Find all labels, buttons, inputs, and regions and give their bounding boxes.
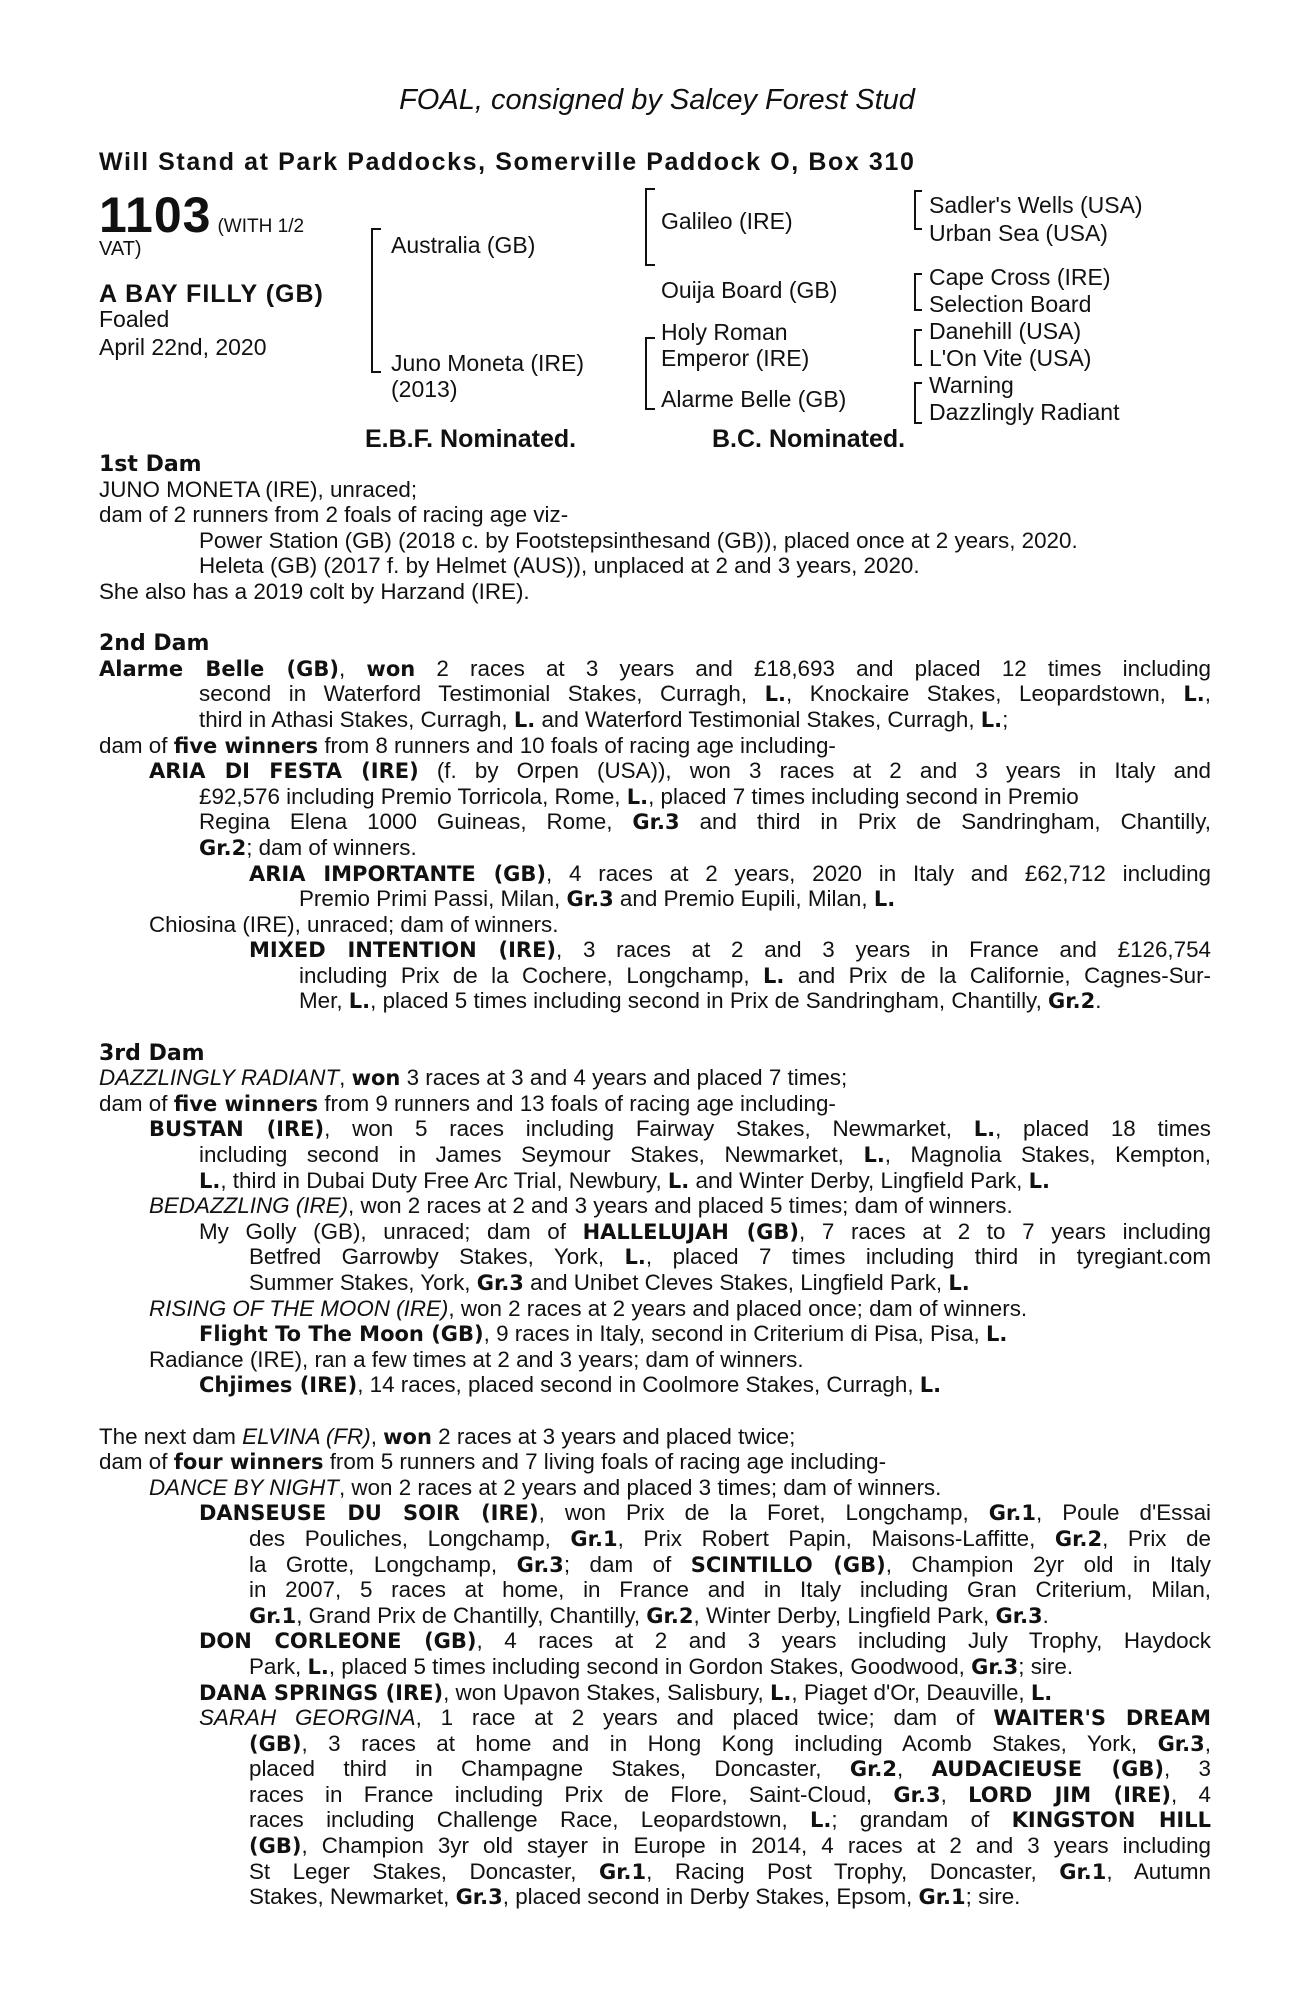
pedigree-sss: Sadler's Wells (USA): [929, 192, 1143, 218]
bold-text: L.: [667, 1168, 690, 1193]
text-segment: dam of: [99, 732, 174, 758]
text-segment: races including Challenge Race, Leopardstown,: [249, 1807, 811, 1833]
text-segment: Mer,: [299, 988, 349, 1014]
bold-text: Gr.3: [971, 1654, 1019, 1679]
bold-text: Alarme Belle (GB): [99, 656, 339, 681]
text-segment: from 8 runners and 10 foals of racing age including-: [318, 732, 836, 758]
text-segment: , Autumn: [1106, 1858, 1212, 1884]
bold-text: L.: [1030, 1680, 1053, 1705]
text-segment: ;: [1002, 706, 1009, 732]
text-segment: , Winter Derby, Lingfield Park,: [693, 1602, 996, 1628]
text-segment: , Poule d'Essai: [1035, 1500, 1212, 1526]
text-line: [99, 861, 1211, 887]
text-segment: Power Station (GB) (2018 c. by Footstepsinthesand (GB)), placed once at 2 years, 2020.: [199, 527, 1078, 553]
bold-text: DON CORLEONE (GB): [199, 1629, 477, 1654]
pedigree-sdd: Selection Board: [929, 291, 1092, 317]
bold-text: Gr.2: [849, 1757, 898, 1782]
pedigree-brace-alarme: [914, 382, 922, 424]
text-line: [99, 1116, 1211, 1142]
text-segment: 2 races at 3 years and £18,693 and placed 12 times including: [415, 655, 1211, 681]
pedigree-dsd: L'On Vite (USA): [929, 345, 1092, 371]
bold-text: Gr.3: [893, 1782, 941, 1807]
pedigree-dds: Warning: [929, 372, 1014, 398]
bold-text: Gr.3: [455, 1885, 503, 1910]
text-segment: JUNO MONETA (IRE), unraced;: [99, 476, 418, 502]
foaled-date: April 22nd, 2020: [99, 334, 267, 360]
text-segment: dam of: [99, 1090, 174, 1116]
text-line: [99, 1475, 1211, 1501]
lot-number-value: 1103: [99, 187, 212, 243]
pedigree-brace-holyroman: [914, 329, 922, 366]
pedigree-dam-sire: Holy Roman: [661, 319, 788, 345]
text-segment: Stakes, Newmarket,: [249, 1884, 456, 1910]
text-line: [99, 656, 1211, 682]
text-line: [99, 988, 1211, 1014]
lot-number: [99, 186, 304, 244]
text-segment: , third in Dubai Duty Free Arc Trial, Newbury,: [220, 1167, 668, 1193]
bold-text: L.: [626, 784, 649, 809]
bold-text: L.: [980, 707, 1003, 732]
ebf-nominated: E.B.F. Nominated.: [365, 425, 577, 453]
text-segment: Radiance (IRE), ran a few times at 2 and 3 years; dam of winners.: [149, 1346, 804, 1372]
text-line: [99, 912, 1211, 938]
pedigree-dam-sire-cont: Emperor (IRE): [661, 345, 810, 371]
text-segment: second in Waterford Testimonial Stakes, Curragh,: [199, 681, 765, 707]
text-segment: My Golly (GB), unraced; dam of: [199, 1218, 583, 1244]
bold-text: WAITER'S DREAM: [993, 1706, 1211, 1731]
text-segment: , won 2 races at 2 years and placed once; dam of winners.: [448, 1295, 1028, 1321]
text-line: [99, 1500, 1211, 1526]
text-line: [99, 835, 1211, 861]
text-line: [99, 1142, 1211, 1168]
text-line: [99, 963, 1211, 989]
text-line: [99, 681, 1211, 707]
text-line: [99, 937, 1211, 963]
text-segment: Summer Stakes, York,: [249, 1270, 477, 1295]
text-segment: ,: [339, 655, 367, 681]
text-segment: from 9 runners and 13 foals of racing age including-: [318, 1090, 836, 1116]
text-line: [99, 1603, 1211, 1629]
text-line: [99, 1168, 1211, 1194]
bold-text: five winners: [173, 733, 319, 758]
text-segment: and Waterford Testimonial Stakes, Curragh,: [535, 706, 981, 732]
text-line: [99, 809, 1211, 835]
text-segment: , won 2 races at 2 and 3 years and placed 5 times; dam of winners.: [348, 1193, 1013, 1219]
text-line: [99, 1091, 1211, 1117]
text-segment: , Grand Prix de Chantilly, Chantilly,: [296, 1602, 647, 1628]
spacer: [99, 1398, 1211, 1424]
text-segment: ; sire.: [965, 1884, 1021, 1910]
text-segment: des Pouliches, Longchamp,: [249, 1525, 571, 1551]
text-line: [99, 1040, 1211, 1066]
text-line: [99, 707, 1211, 733]
text-line: [99, 1372, 1211, 1398]
text-line: [99, 1884, 1211, 1910]
pedigree-brace-sire: [645, 188, 655, 266]
bold-text: Gr.3: [476, 1271, 524, 1295]
text-line: [99, 1731, 1211, 1757]
text-segment: Chiosina (IRE), unraced; dam of winners.: [149, 911, 559, 937]
pedigree-brace-main: [371, 228, 381, 373]
text-line: [99, 477, 1211, 503]
text-line: [99, 1705, 1211, 1731]
text-segment: , placed 18 times: [995, 1116, 1211, 1142]
text-segment: , won Upavon Stakes, Salisbury,: [443, 1679, 771, 1705]
text-segment: dam of 2 runners from 2 foals of racing age viz-: [99, 502, 569, 528]
text-segment: , 3 races at 2 and 3 years in France and £126,754: [556, 937, 1212, 963]
text-segment: Betfred Garrowby Stakes, York,: [249, 1244, 625, 1270]
text-segment: , Champion 2yr old in Italy: [885, 1551, 1211, 1577]
bold-text: ARIA IMPORTANTE (GB): [249, 861, 547, 886]
bold-text: L.: [348, 989, 371, 1014]
bold-text: ARIA DI FESTA (IRE): [149, 759, 419, 784]
text-line: [99, 451, 1211, 477]
bold-text: Gr.3: [516, 1552, 564, 1577]
bold-text: L.: [1028, 1168, 1050, 1193]
text-segment: in 2007, 5 races at home, in France and in Italy including Gran Criterium, Milan,: [249, 1577, 1211, 1603]
text-line: [99, 1219, 1211, 1245]
text-line: [99, 1244, 1211, 1270]
italic-text: DAZZLINGLY RADIANT: [99, 1065, 340, 1091]
text-line: [99, 1347, 1211, 1373]
text-segment: ,: [370, 1423, 384, 1449]
text-segment: and Prix de la Californie, Cagnes-Sur-: [784, 962, 1211, 988]
text-line: [99, 1321, 1211, 1347]
bold-text: (GB): [249, 1834, 302, 1859]
bold-text: won: [351, 1066, 401, 1091]
pedigree-brace-galileo: [914, 190, 922, 230]
text-segment: ; grandam of: [831, 1807, 1012, 1833]
text-segment: , placed 7 times including second in Premio: [648, 783, 1079, 809]
bold-text: Gr.2: [1048, 989, 1096, 1014]
text-segment: ,: [940, 1781, 969, 1807]
text-segment: third in Athasi Stakes, Curragh,: [199, 706, 514, 732]
bold-text: MIXED INTENTION (IRE): [249, 938, 557, 963]
text-line: [99, 1424, 1211, 1450]
pedigree-dam: Juno Moneta (IRE): [391, 350, 585, 376]
bold-text: won: [366, 656, 416, 681]
italic-text: ELVINA (FR): [242, 1423, 371, 1449]
text-segment: , Prix de: [1102, 1525, 1211, 1551]
catalogue-body: [99, 451, 1211, 1910]
bold-text: Gr.1: [918, 1885, 966, 1910]
text-segment: ; sire.: [1018, 1653, 1074, 1679]
bold-text: Gr.1: [249, 1603, 297, 1628]
pedigree-sire: Australia (GB): [391, 232, 536, 258]
bold-text: Flight To The Moon (GB): [199, 1322, 484, 1347]
text-segment: dam of: [99, 1449, 174, 1475]
bc-nominated: B.C. Nominated.: [712, 425, 906, 453]
bold-text: L.: [973, 1117, 996, 1142]
bold-text: SCINTILLO (GB): [690, 1552, 886, 1577]
text-segment: , won 2 races at 2 years and placed 3 times; dam of winners.: [338, 1474, 942, 1500]
text-segment: The next dam: [99, 1423, 243, 1449]
text-line: [99, 630, 1211, 656]
text-line: [99, 1859, 1211, 1885]
text-segment: ,: [1204, 1730, 1211, 1756]
text-line: [99, 1654, 1211, 1680]
text-segment: She also has a 2019 colt by Harzand (IRE).: [99, 578, 530, 604]
text-segment: ; dam of winners.: [246, 834, 417, 860]
bold-text: L.: [948, 1271, 970, 1295]
text-segment: , won 5 races including Fairway Stakes, Newmarket,: [324, 1116, 974, 1142]
text-line: [99, 579, 1211, 605]
text-segment: ,: [1204, 681, 1211, 707]
text-segment: , 3: [1163, 1756, 1211, 1782]
bold-text: AUDACIEUSE (GB): [931, 1757, 1164, 1782]
text-segment: 2 races at 3 years and placed twice;: [431, 1423, 796, 1449]
bold-text: L.: [307, 1654, 329, 1679]
text-line: [99, 1296, 1211, 1322]
pedigree-sire-sire: Galileo (IRE): [661, 208, 793, 234]
text-line: [99, 1628, 1211, 1654]
bold-text: L.: [513, 707, 536, 732]
pedigree-brace-dam: [645, 337, 655, 410]
text-segment: including second in James Seymour Stakes, Newmarket,: [199, 1142, 864, 1168]
pedigree-ddd: Dazzlingly Radiant: [929, 399, 1120, 425]
text-segment: , 4: [1171, 1781, 1211, 1807]
bold-text: L.: [764, 682, 786, 707]
text-segment: St Leger Stakes, Doncaster,: [249, 1858, 599, 1884]
bold-text: BUSTAN (IRE): [149, 1117, 325, 1142]
pedigree-sds: Cape Cross (IRE): [929, 264, 1111, 290]
text-segment: ; dam of: [563, 1551, 691, 1577]
text-segment: races in France including Prix de Flore, Saint-Cloud,: [249, 1781, 894, 1807]
bold-text: KINGSTON HILL: [1011, 1808, 1211, 1833]
text-line: [99, 1577, 1211, 1603]
text-segment: including Prix de la Cochere, Longchamp,: [299, 962, 764, 988]
bold-text: HALLELUJAH (GB): [582, 1219, 800, 1244]
bold-text: L.: [770, 1680, 792, 1705]
text-segment: ,: [897, 1756, 932, 1782]
bold-text: LORD JIM (IRE): [968, 1782, 1172, 1807]
bold-text: L.: [873, 887, 896, 912]
text-line: [99, 553, 1211, 579]
foaled-label: Foaled: [99, 306, 170, 332]
bold-text: won: [383, 1424, 432, 1449]
text-segment: Premio Primi Passi, Milan,: [299, 886, 567, 912]
stand-location: Will Stand at Park Paddocks, Somerville Paddock O, Box 310: [99, 148, 916, 176]
pedigree-dam-dam: Alarme Belle (GB): [661, 386, 847, 412]
bold-text: Gr.1: [988, 1501, 1036, 1526]
text-segment: placed third in Champagne Stakes, Doncaster,: [249, 1756, 850, 1782]
text-line: [99, 1270, 1211, 1296]
italic-text: RISING OF THE MOON (IRE): [149, 1295, 449, 1321]
text-segment: , won Prix de la Foret, Longchamp,: [538, 1500, 989, 1526]
text-segment: .: [1095, 988, 1102, 1014]
bold-text: Chjimes (IRE): [199, 1373, 358, 1398]
text-line: [99, 1807, 1211, 1833]
text-segment: , Racing Post Trophy, Doncaster,: [646, 1858, 1060, 1884]
bold-text: DANA SPRINGS (IRE): [199, 1680, 444, 1705]
bold-text: L.: [810, 1808, 832, 1833]
italic-text: SARAH GEORGINA: [199, 1705, 416, 1731]
bold-text: (GB): [249, 1731, 302, 1756]
bold-text: L.: [763, 963, 785, 988]
bold-text: Gr.1: [598, 1859, 647, 1884]
text-line: [99, 1833, 1211, 1859]
text-segment: Heleta (GB) (2017 f. by Helmet (AUS)), unplaced at 2 and 3 years, 2020.: [199, 553, 920, 579]
text-line: [99, 886, 1211, 912]
text-line: [99, 733, 1211, 759]
section-heading: 2nd Dam: [99, 631, 210, 657]
spacer: [99, 605, 1211, 631]
text-segment: , 3 races at home and in Hong Kong including Acomb Stakes, York,: [301, 1730, 1158, 1756]
text-segment: ,: [339, 1065, 352, 1091]
text-segment: and Winter Derby, Lingfield Park,: [689, 1167, 1029, 1193]
bold-text: Gr.1: [570, 1526, 618, 1551]
text-segment: , 1 race at 2 years and placed twice; dam of: [415, 1705, 994, 1731]
bold-text: Gr.3: [1157, 1731, 1205, 1756]
text-segment: , 7 races at 2 to 7 years including: [799, 1218, 1211, 1244]
text-segment: , Champion 3yr old stayer in Europe in 2014, 4 races at 2 and 3 years including: [301, 1833, 1211, 1859]
text-segment: (f. by Orpen (USA)), won 3 races at 2 and 3 years in Italy and: [418, 758, 1211, 784]
text-segment: Park,: [249, 1653, 308, 1679]
text-segment: , Magnolia Stakes, Kempton,: [884, 1142, 1212, 1168]
text-line: [99, 1449, 1211, 1475]
text-line: [99, 1756, 1211, 1782]
text-line: [99, 502, 1211, 528]
bold-text: four winners: [173, 1450, 324, 1475]
italic-text: DANCE BY NIGHT: [149, 1474, 339, 1500]
text-segment: Regina Elena 1000 Guineas, Rome,: [199, 809, 633, 835]
bold-text: Gr.1: [1059, 1859, 1107, 1884]
text-segment: , 9 races in Italy, second in Criterium di Pisa, Pisa,: [483, 1321, 986, 1347]
bold-text: L.: [199, 1168, 221, 1193]
text-line: [99, 1680, 1211, 1706]
text-line: [99, 1782, 1211, 1808]
bold-text: L.: [985, 1322, 1008, 1347]
text-segment: , Knockaire Stakes, Leopardstown,: [785, 681, 1184, 707]
text-segment: , 4 races at 2 years, 2020 in Italy and £62,712 including: [546, 860, 1211, 886]
text-line: [99, 784, 1211, 810]
text-segment: .: [1042, 1602, 1049, 1628]
text-segment: , placed second in Derby Stakes, Epsom,: [502, 1884, 919, 1910]
text-segment: , 4 races at 2 and 3 years including July Trophy, Haydock: [476, 1628, 1211, 1654]
text-segment: from 5 runners and 7 living foals of racing age including-: [323, 1449, 887, 1475]
bold-text: L.: [624, 1245, 646, 1270]
text-segment: 3 races at 3 and 4 years and placed 7 times;: [400, 1065, 848, 1091]
text-segment: , placed 7 times including third in tyregiant.com: [645, 1244, 1211, 1270]
bold-text: Gr.2: [646, 1603, 694, 1628]
text-segment: , 14 races, placed second in Coolmore Stakes, Curragh,: [357, 1372, 920, 1398]
pedigree-brace-ouija: [914, 273, 922, 311]
vat-note-cont: VAT): [99, 238, 142, 260]
text-line: [99, 528, 1211, 554]
bold-text: five winners: [173, 1091, 319, 1116]
bold-text: L.: [919, 1373, 942, 1398]
text-segment: £92,576 including Premio Torricola, Rome,: [199, 783, 627, 809]
text-line: [99, 1526, 1211, 1552]
bold-text: Gr.3: [995, 1603, 1043, 1628]
italic-text: BEDAZZLING (IRE): [149, 1193, 349, 1219]
bold-text: L.: [1183, 682, 1205, 707]
bold-text: L.: [863, 1143, 885, 1168]
text-segment: and third in Prix de Sandringham, Chantilly,: [679, 809, 1212, 835]
bold-text: DANSEUSE DU SOIR (IRE): [199, 1501, 539, 1526]
pedigree-dss: Danehill (USA): [929, 318, 1082, 344]
bold-text: Gr.3: [566, 887, 614, 912]
pedigree-dam-year: (2013): [391, 376, 458, 402]
text-line: [99, 1193, 1211, 1219]
text-segment: , Piaget d'Or, Deauville,: [791, 1679, 1031, 1705]
consignor-line: FOAL, consigned by Salcey Forest Stud: [399, 84, 915, 116]
text-segment: , placed 5 times including second in Gordon Stakes, Goodwood,: [328, 1653, 972, 1679]
pedigree-sire-dam: Ouija Board (GB): [661, 277, 838, 303]
text-segment: la Grotte, Longchamp,: [249, 1551, 517, 1577]
text-segment: and Unibet Cleves Stakes, Lingfield Park,: [523, 1270, 949, 1295]
vat-note: (WITH 1/2: [217, 216, 305, 237]
horse-name: A BAY FILLY (GB): [99, 280, 324, 308]
text-segment: , Prix Robert Papin, Maisons-Laffitte,: [617, 1525, 1055, 1551]
bold-text: Gr.2: [1054, 1526, 1103, 1551]
section-heading: 1st Dam: [99, 452, 202, 477]
text-segment: and Premio Eupili, Milan,: [613, 886, 874, 912]
text-line: [99, 1552, 1211, 1578]
section-heading: 3rd Dam: [99, 1040, 205, 1066]
text-line: [99, 758, 1211, 784]
text-segment: , placed 5 times including second in Prix de Sandringham, Chantilly,: [370, 988, 1049, 1014]
text-line: [99, 1065, 1211, 1091]
spacer: [99, 1014, 1211, 1040]
bold-text: Gr.3: [632, 810, 680, 835]
pedigree-ssd: Urban Sea (USA): [929, 220, 1108, 246]
bold-text: Gr.2: [199, 835, 247, 860]
